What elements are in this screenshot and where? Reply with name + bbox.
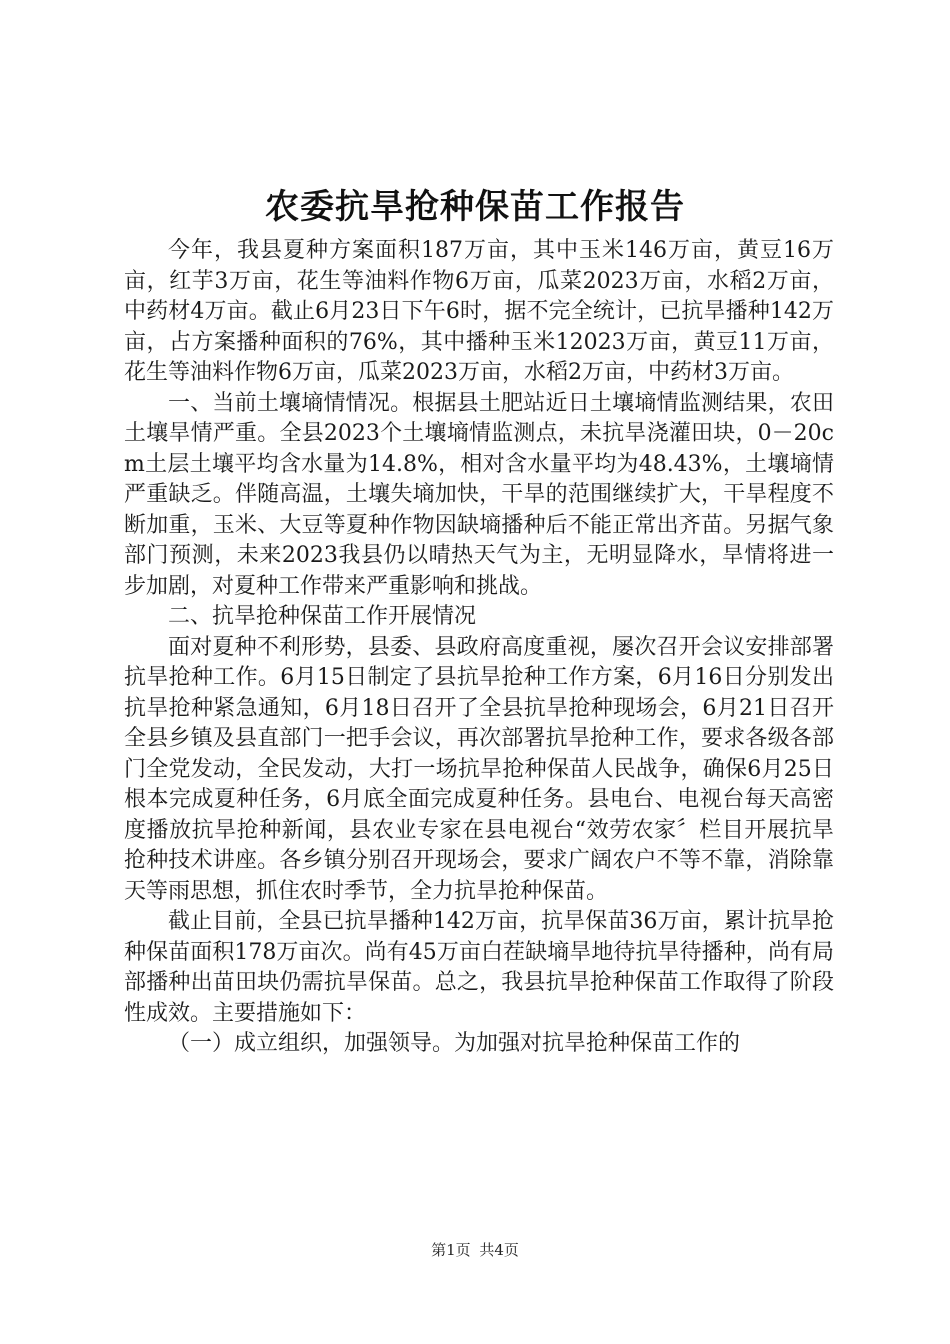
paragraph-measures: 面对夏种不利形势，县委、县政府高度重视，屡次召开会议安排部署抗旱抢种工作。6月15日制定了县抗旱抢种工作方案，6月16日分别发出抗旱抢种紧急通知，6月18日召开了全县抗旱抢种现场会，6月21日召开全县乡镇及县直部门一把手会议，再次部署抗旱抢种工作，要求各级各部门全党发动，全民发动，大打一场抗旱抢种保苗人民战争，确保6月25日根本完成夏种任务，6月底全面完成夏种任务。县电台、电视台每天高密度播放抗旱抢种新闻，县农业专家在县电视台“效劳农家〞栏目开展抗旱抢种技术讲座。各乡镇分别召开现场会，要求广阔农户不等不靠，消除靠天等雨思想，抓住农时季节，全力抗旱抢种保苗。 (124, 634, 834, 904)
paragraph-soil-moisture: 一、当前土壤墒情情况。根据县土肥站近日土壤墒情监测结果，农田土壤旱情严重。全县2023个土壤墒情监测点，未抗旱浇灌田块，0－20cm土层土壤平均含水量为14.8%，相对含水量平均为48.43%，土壤墒情严重缺乏。伴随高温，土壤失墒加快，干旱的范围继续扩大，干旱程度不断加重，玉米、大豆等夏种作物因缺墒播种后不能正常出齐苗。另据气象部门预测，未来2023我县仍以晴热天气为主，无明显降水，旱情将进一步加剧，对夏种工作带来严重影响和挑战。 (124, 390, 834, 599)
document-title: 农委抗旱抢种保苗工作报告 (265, 187, 685, 227)
page-footer (0, 1240, 950, 1260)
section-heading-work-progress: 二、抗旱抢种保苗工作开展情况 (168, 604, 477, 629)
document-body (124, 236, 834, 1060)
paragraph-intro: 今年，我县夏种方案面积187万亩，其中玉米146万亩，黄豆16万亩，红芋3万亩，花生等油料作物6万亩，瓜菜2023万亩，水稻2万亩，中药材4万亩。截止6月23日下午6时，据不完全统计，已抗旱播种142万亩，占方案播种面积的76%，其中播种玉米12023万亩，黄豆11万亩，花生等油料作物6万亩，瓜菜2023万亩，水稻2万亩，中药材3万亩。 (124, 238, 834, 385)
paragraph-organization: （一）成立组织，加强领导。为加强对抗旱抢种保苗工作的 (168, 1031, 741, 1056)
page-total: 共4页 (479, 1241, 519, 1259)
page-number: 第1页 (431, 1241, 471, 1259)
paragraph-current-status: 截止目前，全县已抗旱播种142万亩，抗旱保苗36万亩，累计抗旱抢种保苗面积178万亩次。尚有45万亩白茬缺墒旱地待抗旱待播种，尚有局部播种出苗田块仍需抗旱保苗。总之，我县抗旱抢种保苗工作取得了阶段性成效。主要措施如下： (124, 909, 834, 1026)
